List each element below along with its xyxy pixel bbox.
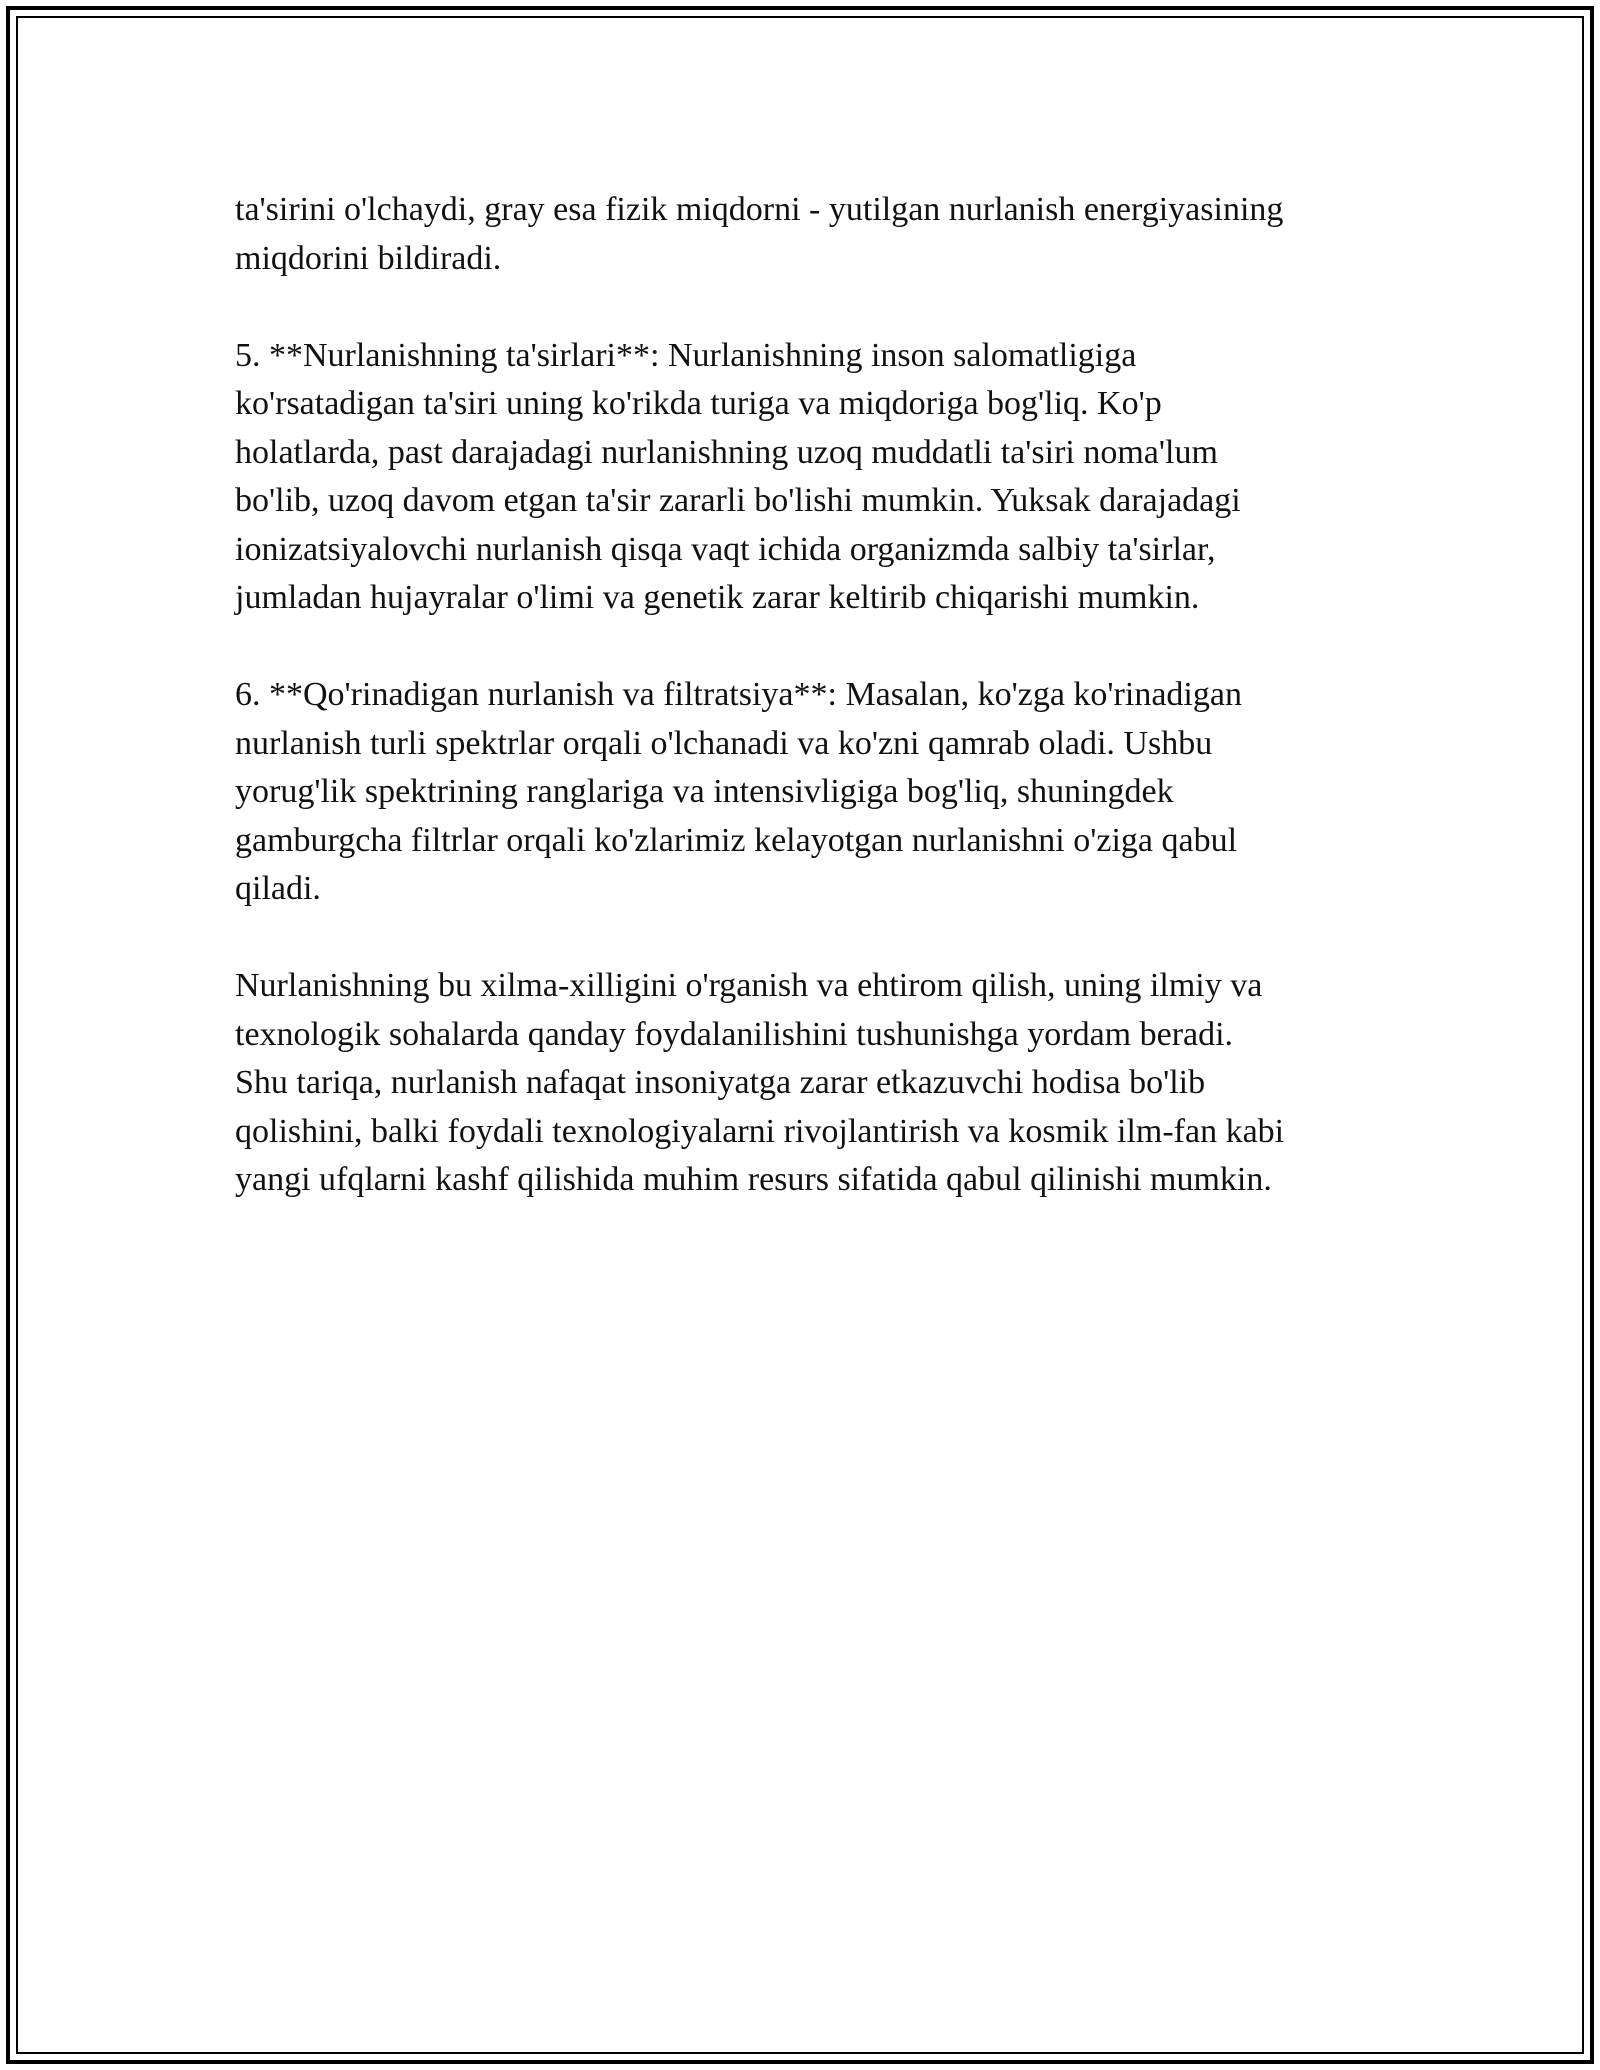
paragraph-item-6: 6. **Qo'rinadigan nurlanish va filtratsiya**: Masalan, ko'zga ko'rinadigan nurlanish turli spektrlar orqali o'lchanadi va ko'zni qamrab oladi. Ushbu yorug'lik spektrining ranglariga va intensivligiga bog'liq, shuningdek gamburgcha filtrlar orqali ko'zlarimiz kelayotgan nurlanishni o'ziga qabul qiladi. (235, 676, 1242, 907)
paragraph-item-5: 5. **Nurlanishning ta'sirlari**: Nurlanishning inson salomatligiga ko'rsatadigan ta'siri uning ko'rikda turiga va miqdoriga bog'liq. Ko'p holatlarda, past darajadagi nurlanishning uzoq muddatli ta'siri noma'lum bo'lib, uzoq davom etgan ta'sir zararli bo'lishi mumkin. Yuksak darajadagi ionizatsiyalovchi nurlanish qisqa vaqt ichida organizmda salbiy ta'sirlar, jumladan hujayralar o'limi va genetik zarar keltirib chiqarishi mumkin. (235, 336, 1241, 616)
paragraph-conclusion: Nurlanishning bu xilma-xilligini o'rganish va ehtirom qilish, uning ilmiy va texnologik sohalarda qanday foydalanilishini tushunishga yordam beradi. Shu tariqa, nurlanish nafaqat insoniyatga zarar etkazuvchi hodisa bo'lib qolishini, balki foydali texnologiyalarni rivojlantirish va kosmik ilm-fan kabi yangi ufqlarni kashf qilishida muhim resurs sifatida qabul qilinishi mumkin. (235, 967, 1285, 1198)
paragraph-continuation: ta'sirini o'lchaydi, gray esa fizik miqdorni - yutilgan nurlanish energiyasining miqdorini bildiradi. (235, 191, 1284, 277)
document-body (235, 186, 1395, 1253)
